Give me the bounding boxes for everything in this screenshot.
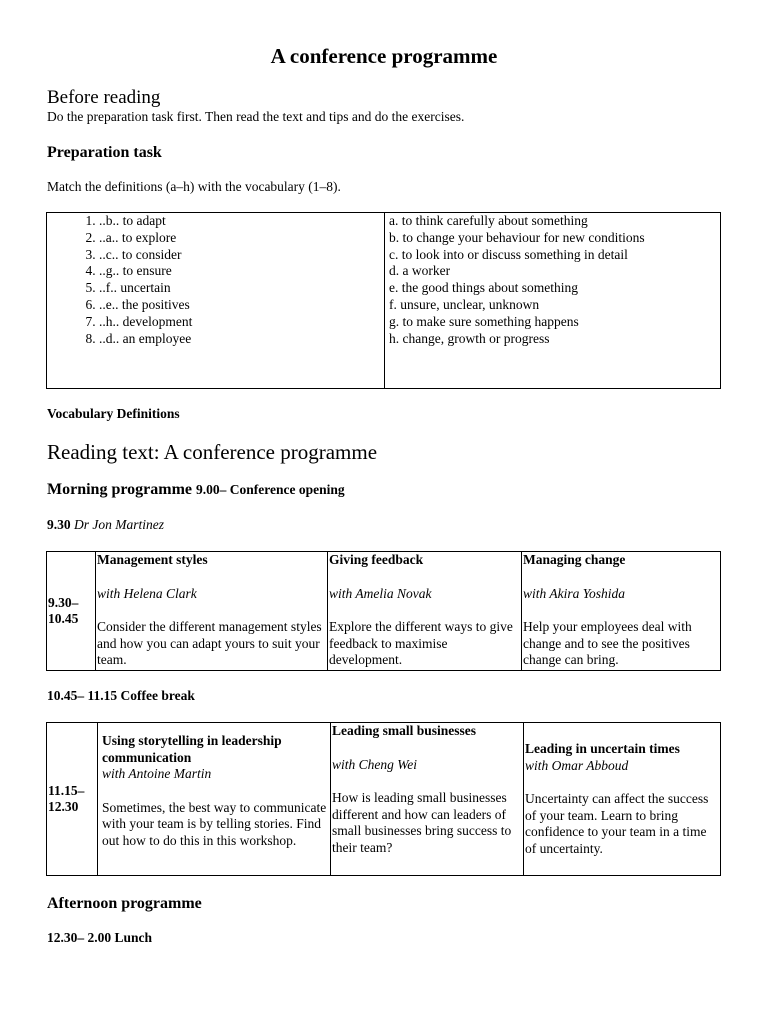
workshop-presenter: with Cheng Wei [332,756,418,772]
workshop-presenter: with Amelia Novak [329,585,432,601]
vocab-item-3: 3. ..c.. to consider [99,247,380,264]
workshop-presenter: with Antoine Martin [102,766,212,781]
vocab-item-8: 8. ..d.. an employee [99,331,380,348]
definition-a: a. to think carefully about something [389,213,588,228]
vocab-item-1: 1. ..b.. to adapt [99,213,380,230]
workshop-cell [331,723,524,876]
morning-programme-label: Morning programme [47,481,193,498]
workshop-cell [96,552,328,671]
definition-h: h. change, growth or progress [389,330,550,346]
session-1-time: 9.30– 10.45 [47,552,96,671]
workshop-presenter: with Akira Yoshida [523,585,626,601]
keynote-line [47,517,164,533]
workshop-title: Giving feedback [329,552,424,567]
workshop-description: Explore the different ways to give feedback to maximise development. [329,619,513,667]
session-2-table [46,722,721,876]
preparation-heading: Preparation task [47,144,162,161]
table-caption: Vocabulary Definitions [47,406,180,421]
workshop-title: Using storytelling in leadership communication [102,733,282,765]
workshop-cell [98,723,331,876]
workshop-presenter: with Omar Abboud [525,757,629,773]
workshop-cell [328,552,522,671]
workshop-description: Consider the different management styles and how you can adapt yours to suit your team. [97,619,322,667]
keynote-speaker: Dr Jon Martinez [74,517,164,532]
vocab-item-7: 7. ..h.. development [99,314,380,331]
vocabulary-list [51,213,380,347]
reading-heading: Reading text: A conference programme [47,440,378,464]
vocab-item-6: 6. ..e.. the positives [99,297,380,314]
definition-e: e. the good things about something [389,280,578,296]
keynote-time: 9.30 [47,517,71,532]
workshop-description: How is leading small businesses different and how can leaders of small businesses bring success to their team? [332,790,512,855]
definition-f: f. unsure, unclear, unknown [389,296,540,312]
session-2-time: 11.15– 12.30 [47,723,98,876]
definition-c: c. to look into or discuss something in detail [389,246,628,262]
definition-d: d. a worker [389,263,451,279]
coffee-break: 10.45– 11.15 Coffee break [47,688,195,703]
vocabulary-column [47,213,385,389]
conference-opening: 9.00– Conference opening [196,482,345,497]
definition-b: b. to change your behaviour for new conditions [389,229,645,245]
preparation-instruction: Match the definitions (a–h) with the vocabulary (1–8). [47,179,341,194]
workshop-description: Help your employees deal with change and to see the positives change can bring. [523,619,692,667]
page-title: A conference programme [270,44,498,68]
workshop-title: Leading in uncertain times [525,741,680,756]
vocabulary-table [46,212,721,389]
workshop-title: Managing change [523,552,626,567]
lunch: 12.30– 2.00 Lunch [47,930,153,945]
vocab-item-2: 2. ..a.. to explore [99,230,380,247]
workshop-title: Management styles [97,552,208,567]
definition-g: g. to make sure something happens [389,313,579,329]
workshop-cell [524,723,721,876]
before-reading-heading: Before reading [47,87,161,108]
morning-programme-line [47,481,345,499]
definitions-column [385,213,721,389]
workshop-description: Uncertainty can affect the success of your team. Learn to bring confidence to your team in a time of uncertainty. [525,791,709,856]
vocab-item-5: 5. ..f.. uncertain [99,280,380,297]
workshop-description: Sometimes, the best way to communicate with your team is by telling stories. Find out how to do this in this workshop. [102,799,327,848]
workshop-title: Leading small businesses [332,723,477,738]
workshop-presenter: with Helena Clark [97,585,197,601]
session-1-table [46,551,721,671]
before-reading-instruction: Do the preparation task first. Then read the text and tips and do the exercises. [47,109,465,124]
workshop-cell [522,552,721,671]
afternoon-heading: Afternoon programme [47,895,202,912]
vocab-item-4: 4. ..g.. to ensure [99,263,380,280]
